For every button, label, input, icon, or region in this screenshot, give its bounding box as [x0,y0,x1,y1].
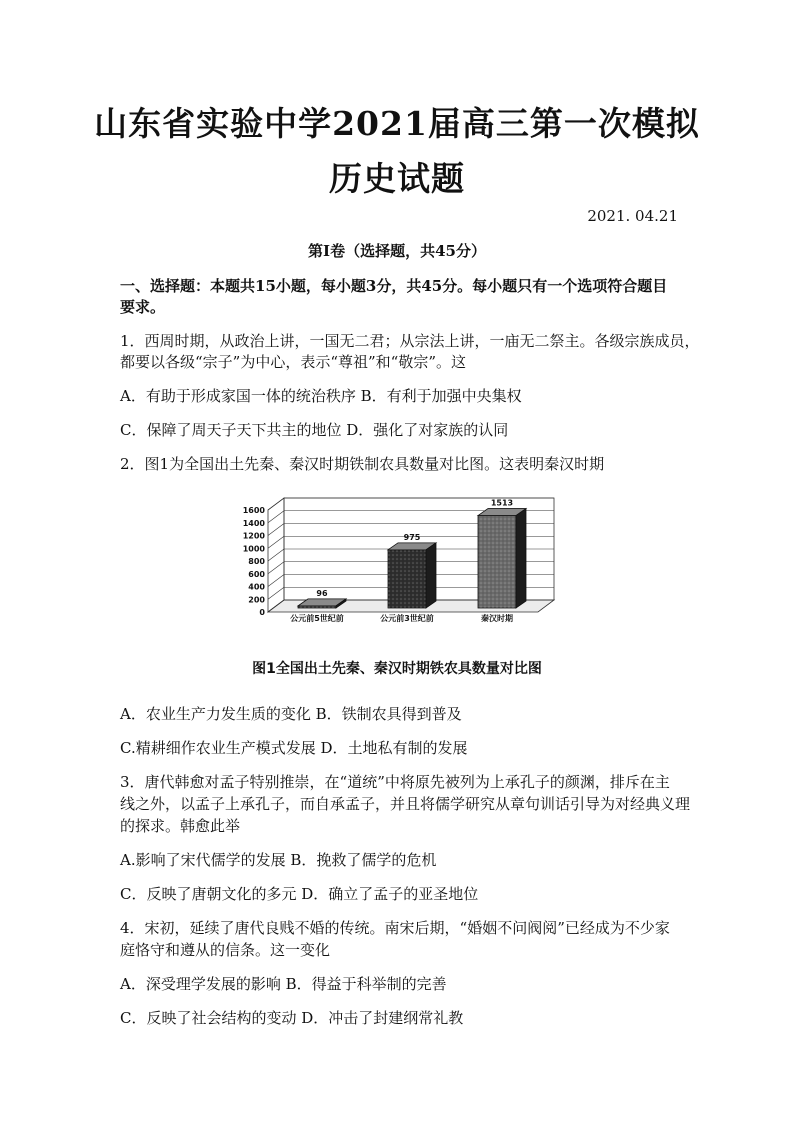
bar-side [516,509,526,608]
page-subtitle: 历史试题 [329,159,465,198]
gridline-diagonal [268,524,284,536]
q1-stem-line-2: 都要以各级“宗子”为中心，表示“尊祖”和“敬宗”。这 [120,353,467,371]
bar-value-label: 975 [403,532,421,542]
q3-options-cd: C．反映了唐朝文化的多元 D．确立了孟子的亚圣地位 [120,885,479,903]
q3-stem-line-2: 线之外，以孟子上承孔子，而自承孟子，并且将儒学研究从章句训话引导为对经典义理 [120,795,691,813]
x-tick-label: 秦汉时期 [481,614,513,623]
bar-side [426,543,436,608]
gridline-diagonal [268,587,284,599]
q4-options-ab: A．深受理学发展的影响 B．得益于科举制的完善 [120,975,447,993]
page-title: 山东省实验中学2021届高三第一次模拟 [94,104,700,143]
y-tick-label: 1400 [242,518,265,528]
iron-tools-bar-chart [240,490,570,630]
gridline-diagonal [268,511,284,523]
y-tick-label: 1000 [242,544,265,554]
gridline-diagonal [268,562,284,574]
y-tick-label: 0 [259,608,265,617]
y-tick-label: 1600 [242,506,265,515]
x-tick-label: 公元前5世纪前 [290,614,344,623]
q4-options-cd: C．反映了社会结构的变动 D．冲击了封建纲常礼教 [120,1009,464,1027]
q4-stem-line-1: 4．宋初，延续了唐代良贱不婚的传统。南宋后期，“婚姻不问阀阅”已经成为不少家 [120,919,670,937]
gridline-diagonal [268,575,284,587]
y-tick-label: 800 [248,557,265,566]
figure-caption: 图1全国出土先秦、秦汉时期铁农具数量对比图 [252,661,542,677]
bar-value-label: 96 [316,588,328,598]
q1-stem-line-1: 1．西周时期，从政治上讲，一国无二君；从宗法上讲，一庙无二祭主。各级宗族成员， [120,332,700,350]
q2-options-cd: C.精耕细作农业生产模式发展 D．土地私有制的发展 [120,739,468,757]
q4-stem-line-2: 庭恪守和遵从的信条。这一变化 [120,941,331,959]
q1-options-ab: A．有助于形成家国一体的统治秩序 B．有利于加强中央集权 [120,387,522,405]
bar-texture [388,550,426,608]
gridline-diagonal [268,536,284,548]
instructions-line-1: 一、选择题：本题共15小题，每小题3分，共45分。每小题只有一个选项符合题目 [120,277,668,295]
section-heading: 第Ⅰ卷（选择题，共45分） [308,242,486,260]
x-tick-label: 公元前3世纪前 [380,614,434,623]
y-tick-label: 600 [248,569,265,579]
bar-texture [478,516,516,608]
q1-options-cd: C．保障了周天子天下共主的地位 D．强化了对家族的认同 [120,421,509,439]
q3-stem-line-1: 3．唐代韩愈对孟子特别推崇，在“道统”中将原先被列为上承孔子的颜渊，排斥在主 [120,773,670,791]
bar-value-label: 1513 [490,498,514,508]
q3-options-ab: A.影响了宋代儒学的发展 B．挽救了儒学的危机 [120,851,437,869]
gridline-diagonal [268,498,284,510]
y-tick-label: 1200 [242,531,265,541]
q2-options-ab: A．农业生产力发生质的变化 B．铁制农具得到普及 [120,705,462,723]
y-tick-label: 400 [248,582,265,592]
instructions-line-2: 要求。 [120,298,166,316]
gridline-diagonal [268,549,284,561]
q2-stem-line-1: 2．图1为全国出土先秦、秦汉时期铁制农具数量对比图。这表明秦汉时期 [120,455,605,473]
q3-stem-line-3: 的探求。韩愈此举 [120,817,241,835]
y-tick-label: 200 [248,595,265,605]
exam-date: 2021. 04.21 [587,207,678,225]
